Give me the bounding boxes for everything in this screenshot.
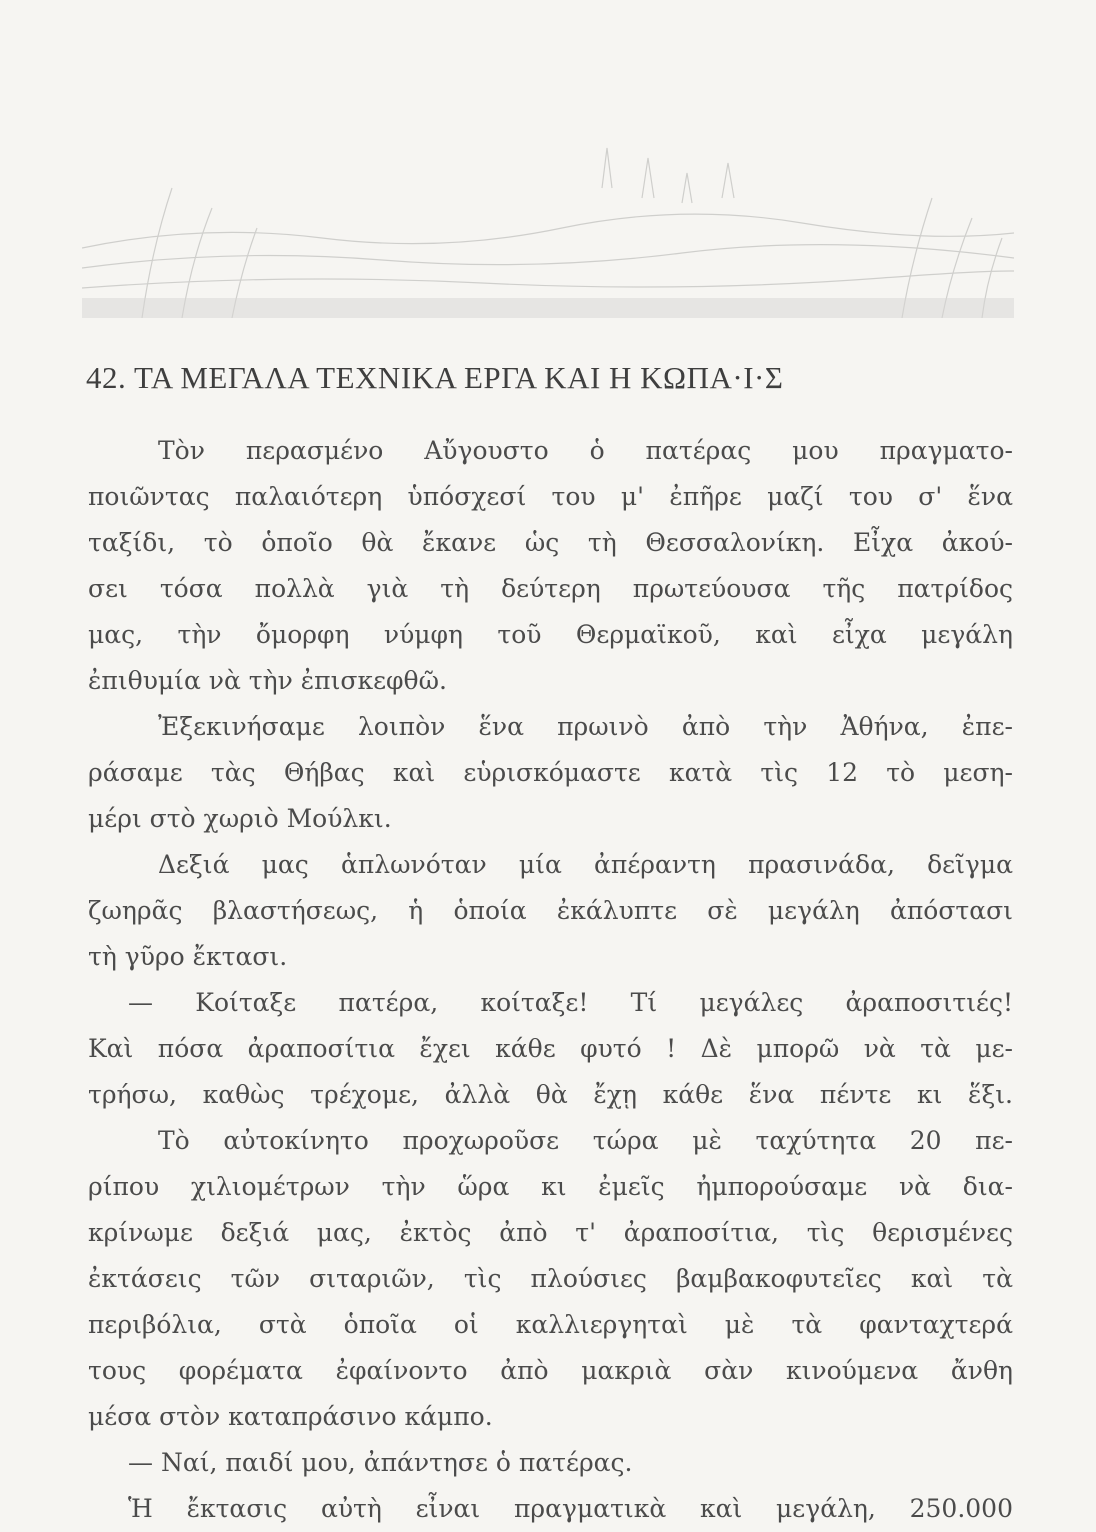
text-line: τρήσω, καθὼς τρέχομε, ἀλλὰ θὰ ἔχῃ κάθε ἕνα πέντε κι ἕξι. bbox=[88, 1080, 1013, 1109]
text-line: τὴ γῦρο ἔκτασι. bbox=[88, 942, 288, 971]
text-line: τους φορέματα ἐφαίνοντο ἀπὸ μακριὰ σὰν κινούμενα ἄνθη bbox=[88, 1356, 1013, 1385]
text-line: Τὸ αὐτοκίνητο προχωροῦσε τώρα μὲ ταχύτητα 20 πε- bbox=[158, 1126, 1013, 1155]
text-line: περιβόλια, στὰ ὁποῖα οἱ καλλιεργηταὶ μὲ τὰ φανταχτερά bbox=[88, 1310, 1013, 1339]
text-line: σει τόσα πολλὰ γιὰ τὴ δεύτερη πρωτεύουσα τῆς πατρίδος bbox=[88, 574, 1013, 603]
chapter-heading: 42. ΤΑ ΜΕΓΑΛΑ ΤΕΧΝΙΚΑ ΕΡΓΑ ΚΑΙ Η ΚΩΠΑ·Ι·Σ bbox=[86, 360, 784, 395]
text-line: ταξίδι, τὸ ὁποῖο θὰ ἔκανε ὡς τὴ Θεσσαλονίκη. Εἶχα ἀκού- bbox=[88, 528, 1013, 557]
text-line: ράσαμε τὰς Θήβας καὶ εὑρισκόμαστε κατὰ τὶς 12 τὸ μεση- bbox=[88, 758, 1013, 787]
text-line: ποιῶντας παλαιότερη ὑπόσχεσί του μ' ἐπῆρε μαζί του σ' ἕνα bbox=[88, 482, 1013, 511]
body-text bbox=[88, 428, 1013, 1532]
text-line: ἐκτάσεις τῶν σιταριῶν, τὶς πλούσιες βαμβακοφυτεῖες καὶ τὰ bbox=[88, 1264, 1013, 1293]
text-line: — Κοίταξε πατέρα, κοίταξε! Τί μεγάλες ἀραποσιτιές! bbox=[128, 988, 1013, 1017]
text-line: Ἡ ἔκτασις αὐτὴ εἶναι πραγματικὰ καὶ μεγάλη, 250.000 bbox=[128, 1494, 1013, 1523]
text-line: Καὶ πόσα ἀραποσίτια ἔχει κάθε φυτό ! Δὲ μπορῶ νὰ τὰ με- bbox=[88, 1034, 1013, 1063]
text-line: ρίπου χιλιομέτρων τὴν ὥρα κι ἐμεῖς ἠμπορούσαμε νὰ δια- bbox=[88, 1172, 1013, 1201]
text-line: ἐπιθυμία νὰ τὴν ἐπισκεφθῶ. bbox=[88, 666, 447, 695]
text-line: μέσα στὸν καταπράσινο κάμπο. bbox=[88, 1402, 493, 1431]
text-line: Δεξιά μας ἁπλωνόταν μία ἀπέραντη πρασινάδα, δεῖγμα bbox=[158, 850, 1013, 879]
text-line: — Ναί, παιδί μου, ἀπάντησε ὁ πατέρας. bbox=[128, 1448, 633, 1477]
farmland-vignette-illustration bbox=[82, 128, 1014, 318]
text-line: μας, τὴν ὄμορφη νύμφη τοῦ Θερμαϊκοῦ, καὶ εἶχα μεγάλη bbox=[88, 620, 1013, 649]
text-line: κρίνωμε δεξιά μας, ἐκτὸς ἀπὸ τ' ἀραποσίτια, τὶς θερισμένες bbox=[88, 1218, 1013, 1247]
text-line: Τὸν περασμένο Αὔγουστο ὁ πατέρας μου πραγματο- bbox=[158, 436, 1013, 465]
text-line: μέρι στὸ χωριὸ Μούλκι. bbox=[88, 804, 392, 833]
text-line: ζωηρᾶς βλαστήσεως, ἡ ὁποία ἐκάλυπτε σὲ μεγάλη ἀπόστασι bbox=[88, 896, 1013, 925]
text-line: Ἐξεκινήσαμε λοιπὸν ἕνα πρωινὸ ἀπὸ τὴν Ἀθήνα, ἐπε- bbox=[158, 712, 1013, 741]
